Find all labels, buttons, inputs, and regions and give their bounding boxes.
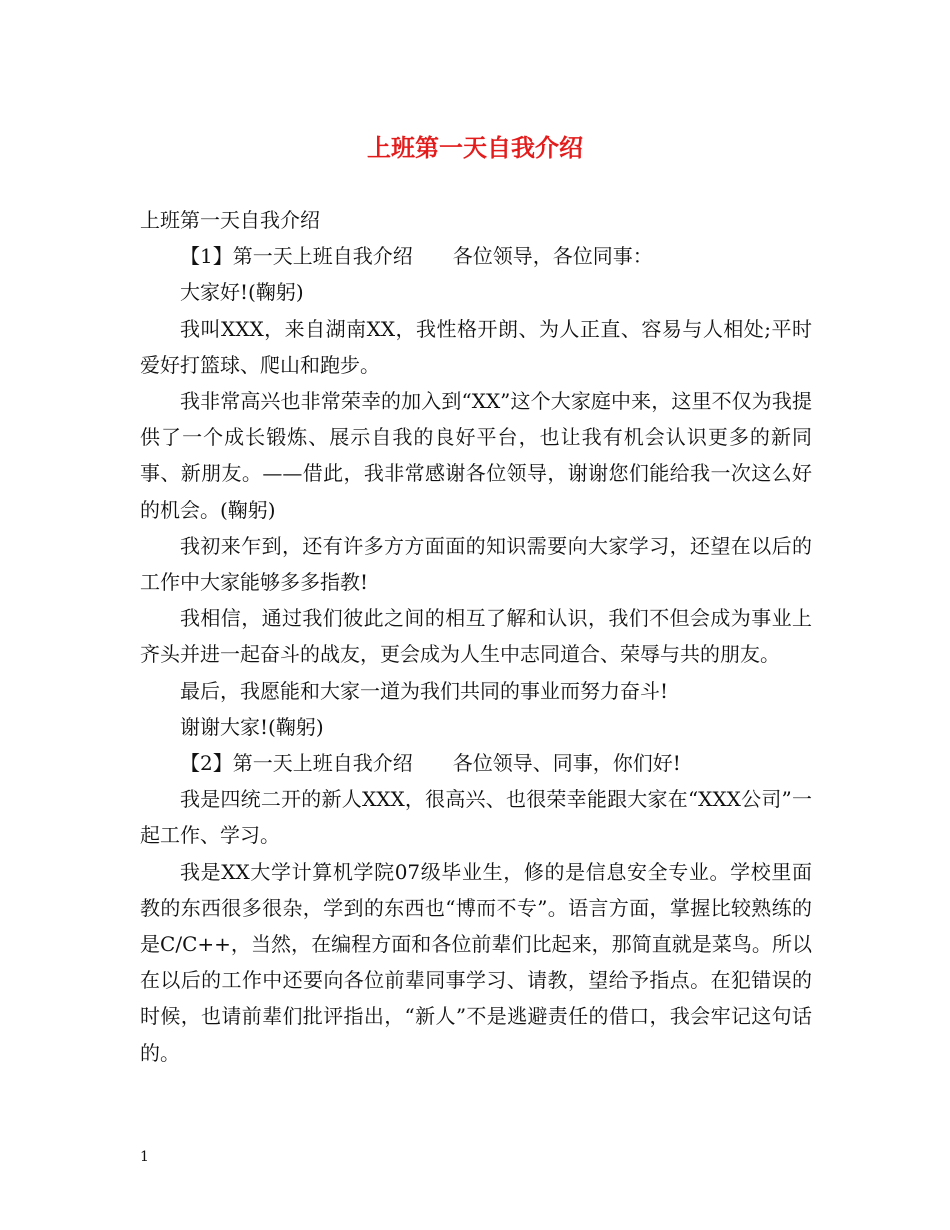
paragraph: 我相信，通过我们彼此之间的相互了解和认识，我们不但会成为事业上齐头并进一起奋斗的战友，更会成为人生中志同道合、荣辱与共的朋友。: [140, 606, 812, 667]
paragraph: 我叫XXX，来自湖南XX，我性格开朗、为人正直、容易与人相处;平时爱好打篮球、爬山和跑步。: [140, 316, 812, 377]
document-body: [140, 202, 812, 1071]
paragraph: 大家好!(鞠躬): [180, 280, 304, 305]
paragraph: 我是XX大学计算机学院07级毕业生，修的是信息安全专业。学校里面教的东西很多很杂，学到的东西也“博而不专”。语言方面，掌握比较熟练的是C/C++，当然，在编程方面和各位前辈们比起来，那简直就是菜鸟。所以在以后的工作中还要向各位前辈同事学习、请教，望给予指点。在犯错误的时候，也请前辈们批评指出，“新人”不是逃避责任的借口，我会牢记这句话的。: [140, 859, 812, 1065]
paragraph-subtitle: 上班第一天自我介绍: [140, 208, 320, 232]
document-title: 上班第一天自我介绍: [367, 133, 583, 162]
paragraph: 最后，我愿能和大家一道为我们共同的事业而努力奋斗!: [180, 678, 669, 703]
paragraph-section-2-heading: 【2】第一天上班自我介绍 各位领导、同事，你们好!: [180, 751, 681, 776]
paragraph: 谢谢大家!(鞠躬): [180, 714, 324, 739]
paragraph: 我非常高兴也非常荣幸的加入到“XX”这个大家庭中来，这里不仅为我提供了一个成长锻炼、展示自我的良好平台，也让我有机会认识更多的新同事、新朋友。——借此，我非常感谢各位领导，谢谢您们能给我一次这么好的机会。(鞠躬): [140, 389, 812, 522]
paragraph: 我是四统二开的新人XXX，很高兴、也很荣幸能跟大家在“XXX公司”一起工作、学习。: [140, 787, 812, 848]
paragraph-section-1-heading: 【1】第一天上班自我介绍 各位领导，各位同事：: [180, 244, 653, 269]
paragraph: 我初来乍到，还有许多方方面面的知识需要向大家学习，还望在以后的工作中大家能够多多指教!: [140, 533, 812, 595]
page-number: 1: [140, 1149, 149, 1165]
